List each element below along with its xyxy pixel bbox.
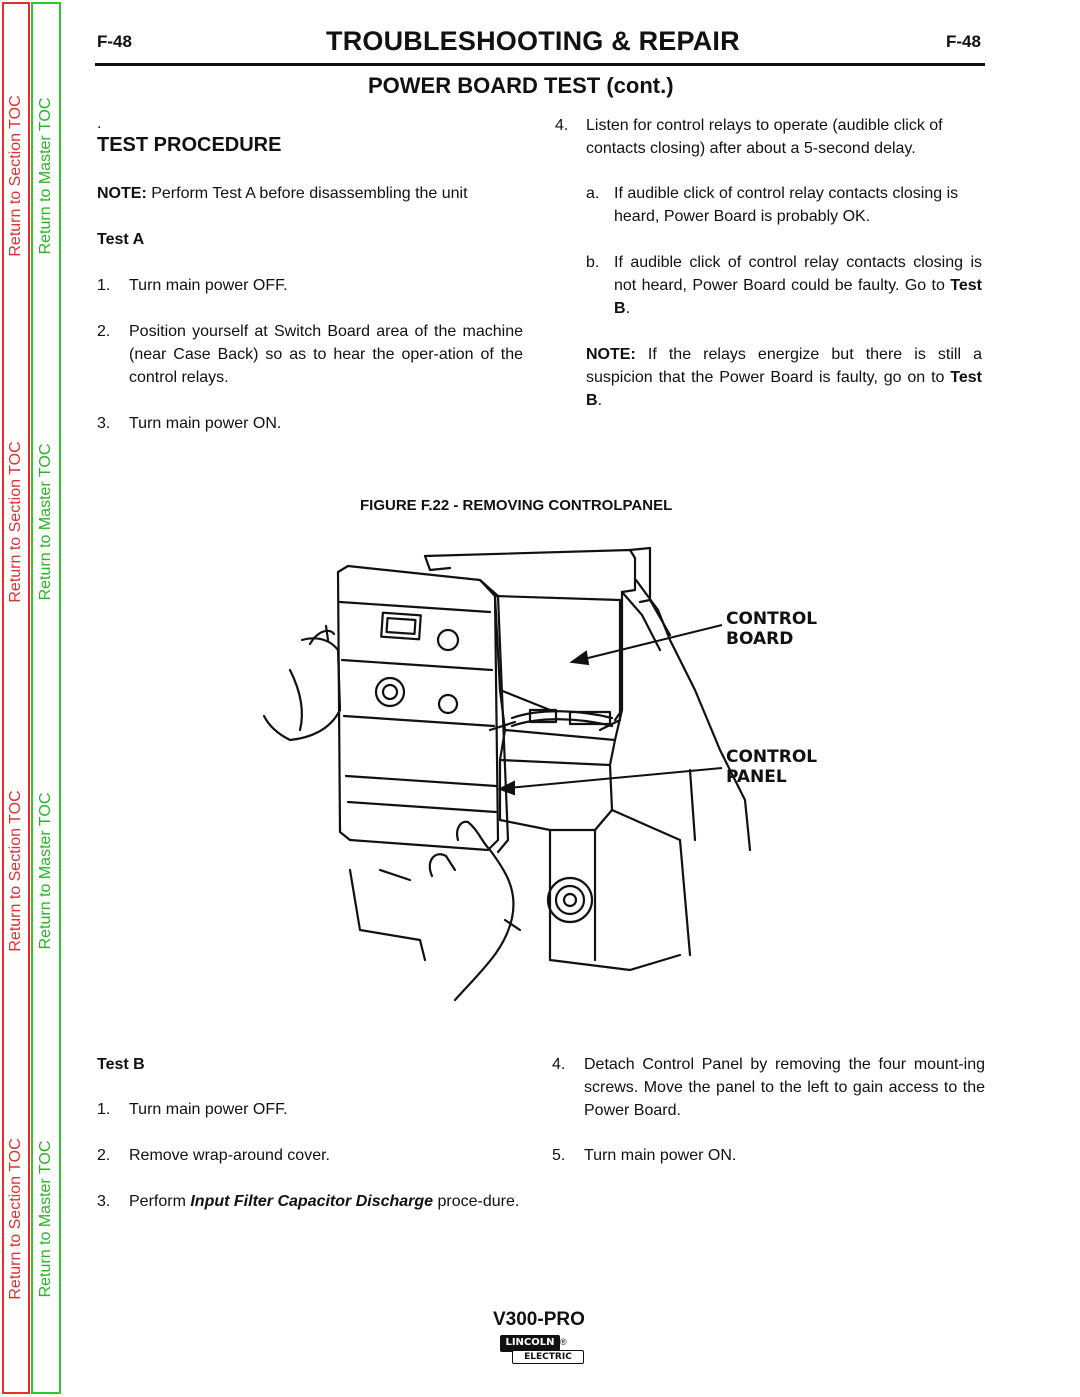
logo-top-text: LINCOLN [505, 1337, 555, 1348]
return-to-section-toc-link[interactable]: Return to Section TOC [7, 441, 24, 603]
substep-b-text: If audible click of control relay contacts closing is not heard, Power Board could be faulty. Go to [614, 254, 982, 294]
step-number: 3. [97, 415, 111, 432]
note-label: NOTE: [97, 185, 147, 202]
return-to-master-toc-link[interactable]: Return to Master TOC [37, 97, 54, 255]
logo-bottom-text: ELECTRIC [524, 1352, 572, 1362]
step-number: 1. [97, 1101, 111, 1118]
callout-control-panel-line1: CONTROL [726, 747, 818, 767]
step-number: 3. [97, 1193, 111, 1210]
step-text: Turn main power OFF. [129, 1101, 288, 1118]
return-to-section-toc-link[interactable]: Return to Section TOC [7, 95, 24, 257]
note-relays: NOTE: If the relays energize but there is still a suspicion that the Power Board is faulty, go on to Test B. [586, 346, 982, 409]
substep-letter: b. [586, 254, 600, 271]
step-number: 2. [97, 323, 111, 340]
capacitor-discharge-link[interactable]: Input Filter Capacitor Discharge [190, 1193, 434, 1210]
note-label: NOTE: [586, 346, 636, 363]
step-text: Turn main power ON. [584, 1147, 737, 1164]
return-to-section-toc-link[interactable]: Return to Section TOC [7, 790, 24, 952]
return-to-master-toc-link[interactable]: Return to Master TOC [37, 443, 54, 601]
lincoln-electric-logo [498, 1335, 588, 1365]
step-text: Turn main power ON. [129, 415, 282, 432]
step-text: Listen for control relays to operate (audible click of contacts closing) after about a 5-second delay. [586, 117, 943, 157]
return-to-master-toc-link[interactable]: Return to Master TOC [37, 792, 54, 950]
page-number-left: F-48 [97, 32, 132, 51]
note-text: Perform Test A before disassembling the unit [151, 185, 468, 202]
step-number: 2. [97, 1147, 111, 1164]
substep-text: If audible click of control relay contacts closing is heard, Power Board is probably OK. [614, 185, 959, 225]
test-a-heading: Test A [97, 231, 145, 248]
step3-pre: Perform [129, 1193, 186, 1210]
stray-dot: . [97, 115, 102, 132]
step-text [129, 1190, 529, 1213]
page-subtitle: POWER BOARD TEST (cont.) [368, 73, 674, 98]
logo-reg-mark: ® [560, 1337, 567, 1347]
header-rule [95, 63, 985, 66]
control-panel-illustration [250, 540, 840, 1020]
step-text: Turn main power OFF. [129, 277, 288, 294]
callout-control-board-line1: CONTROL [726, 609, 818, 629]
page-title: TROUBLESHOOTING & REPAIR [326, 26, 740, 56]
step-text: Position yourself at Switch Board area of the machine (near Case Back) so as to hear the oper-ation of the control relays. [129, 323, 523, 386]
return-to-master-toc-link[interactable]: Return to Master TOC [37, 1140, 54, 1298]
callout-control-panel-line2: PANEL [726, 767, 787, 787]
section-heading: TEST PROCEDURE [97, 134, 282, 156]
test-b-heading: Test B [97, 1056, 145, 1073]
note-a [97, 182, 527, 205]
note-text: If the relays energize but there is still a suspicion that the Power Board is faulty, go on to [586, 346, 982, 386]
substep-text: If audible click of control relay contacts closing is not heard, Power Board could be faulty. Go to Test B. [614, 254, 983, 317]
step3-post: proce-dure. [437, 1193, 520, 1210]
model-name: V300-PRO [493, 1309, 585, 1330]
step-text: Remove wrap-around cover. [129, 1147, 330, 1164]
substep-letter: a. [586, 185, 600, 202]
step-number: 4. [552, 1056, 566, 1073]
step-number: 4. [555, 117, 569, 134]
test-b-ref: Test B [586, 369, 982, 409]
page-number-right: F-48 [946, 32, 981, 51]
return-to-section-toc-link[interactable]: Return to Section TOC [7, 1138, 24, 1300]
step-text: Detach Control Panel by removing the four mount-ing screws. Move the panel to the left to gain access to the Power Board. [584, 1056, 985, 1119]
step-number: 1. [97, 277, 111, 294]
figure-caption: FIGURE F.22 - REMOVING CONTROLPANEL [360, 497, 673, 514]
test-b-ref: Test B [614, 277, 983, 317]
step-number: 5. [552, 1147, 566, 1164]
callout-control-board-line2: BOARD [726, 629, 794, 649]
